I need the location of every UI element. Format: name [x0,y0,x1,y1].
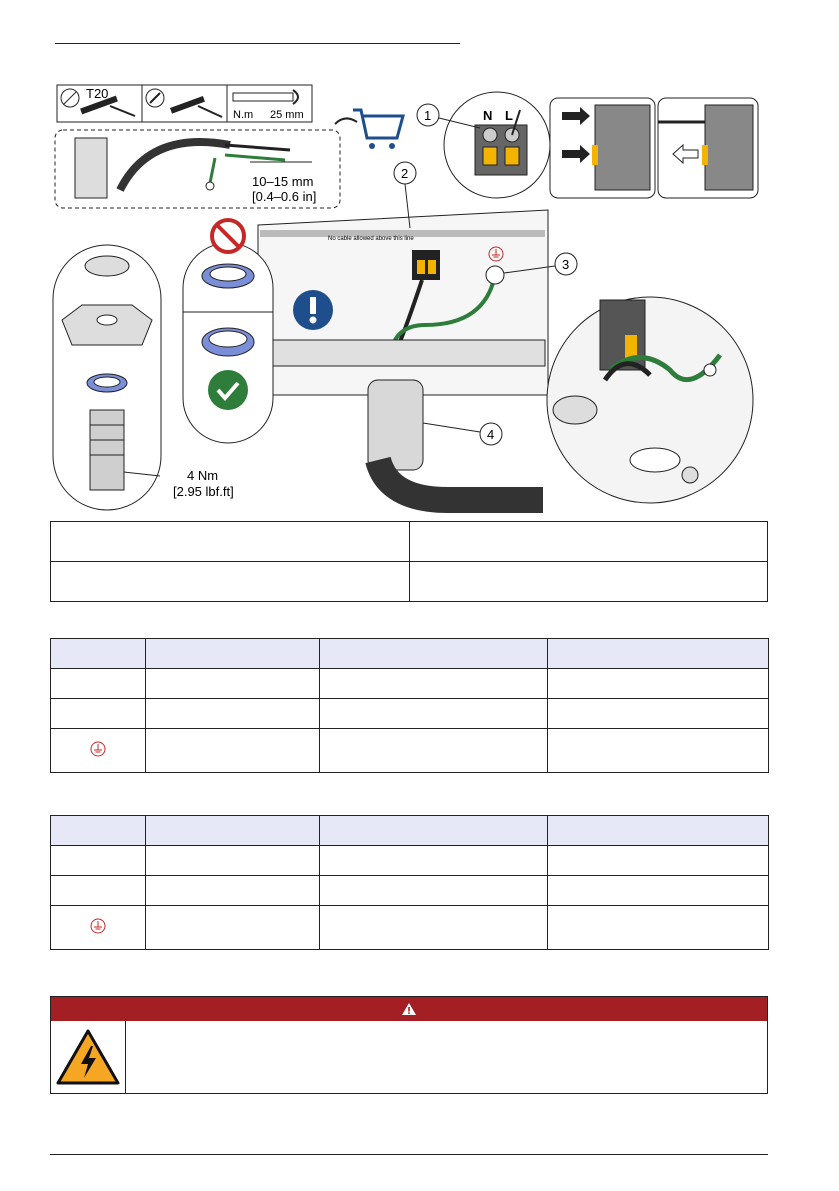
table-cell [51,876,146,906]
callout-3-number: 3 [562,257,570,272]
seal-panel [183,243,273,443]
callout-2-number: 2 [401,166,409,181]
legend-cell [51,562,410,602]
table-cell [51,906,146,950]
shopping-cart-icon [335,110,403,149]
table-row [51,846,769,876]
legend-cell [409,562,768,602]
gland-torque-lbf: [2.95 lbf.ft] [173,484,234,499]
table-cell [146,906,320,950]
table-header-row [51,816,769,846]
warning-icon-cell [51,1021,126,1093]
table-cell [320,729,548,773]
wiring-table-1 [50,638,769,773]
terminal-n-label: N [483,108,493,123]
table-cell [548,876,769,906]
figure-legend-table [50,521,768,602]
table-cell [51,729,146,773]
terminal-detail [444,92,550,198]
table-cell [146,846,320,876]
table-cell [146,669,320,699]
table-cell [548,699,769,729]
table-cell [320,669,548,699]
column-header [320,816,548,846]
insertion-detail [550,98,758,198]
ground-detail [547,297,753,503]
table-cell [146,699,320,729]
terminal-l-label: L [505,108,513,123]
table-cell [320,699,548,729]
table-cell [51,846,146,876]
prohibit-icon [212,220,244,252]
table-cell [548,669,769,699]
column-header [51,639,146,669]
check-icon [208,370,248,410]
table-cell [320,906,548,950]
table-row [51,669,769,699]
column-header [548,639,769,669]
enclosure [258,210,548,500]
warning-header-bar [51,997,767,1021]
electrical-hazard-icon [55,1028,121,1086]
table-cell [548,906,769,950]
strip-length-in: [0.4–0.6 in] [252,189,317,204]
header-rule [55,43,460,44]
table-cell [51,699,146,729]
legend-cell [51,522,410,562]
column-header [51,816,146,846]
callout-4 [423,423,502,445]
table-cell [548,729,769,773]
warning-triangle-icon [401,1002,417,1016]
exclamation-info-icon [293,290,333,330]
torque-unit-label: N.m [233,109,254,121]
warning-box [50,996,768,1094]
tool-torx-label: T20 [86,86,109,101]
table-row [51,729,769,773]
legend-cell [409,522,768,562]
installation-figure [50,80,765,515]
table-row [51,906,769,950]
column-header [146,816,320,846]
table-cell [146,729,320,773]
gland-torque-nm: 4 Nm [187,468,219,483]
wiring-table-2 [50,815,769,950]
enclosure-label: No cable allowed above this line [328,236,414,242]
table-row [51,522,768,562]
column-header [548,816,769,846]
table-cell [146,876,320,906]
table-cell [320,846,548,876]
tools-box [57,85,312,122]
column-header [146,639,320,669]
table-row [51,562,768,602]
protective-earth-icon [90,741,106,757]
footer-rule [50,1154,768,1155]
table-cell [51,669,146,699]
table-header-row [51,639,769,669]
table-cell [548,846,769,876]
torque-length-label: 25 mm [270,109,304,121]
table-row [51,876,769,906]
strip-length-mm: 10–15 mm [252,174,314,189]
protective-earth-icon [90,918,106,934]
table-cell [320,876,548,906]
column-header [320,639,548,669]
callout-1-number: 1 [424,108,432,123]
gland-panel [53,245,161,510]
callout-4-number: 4 [487,427,495,442]
table-row [51,699,769,729]
